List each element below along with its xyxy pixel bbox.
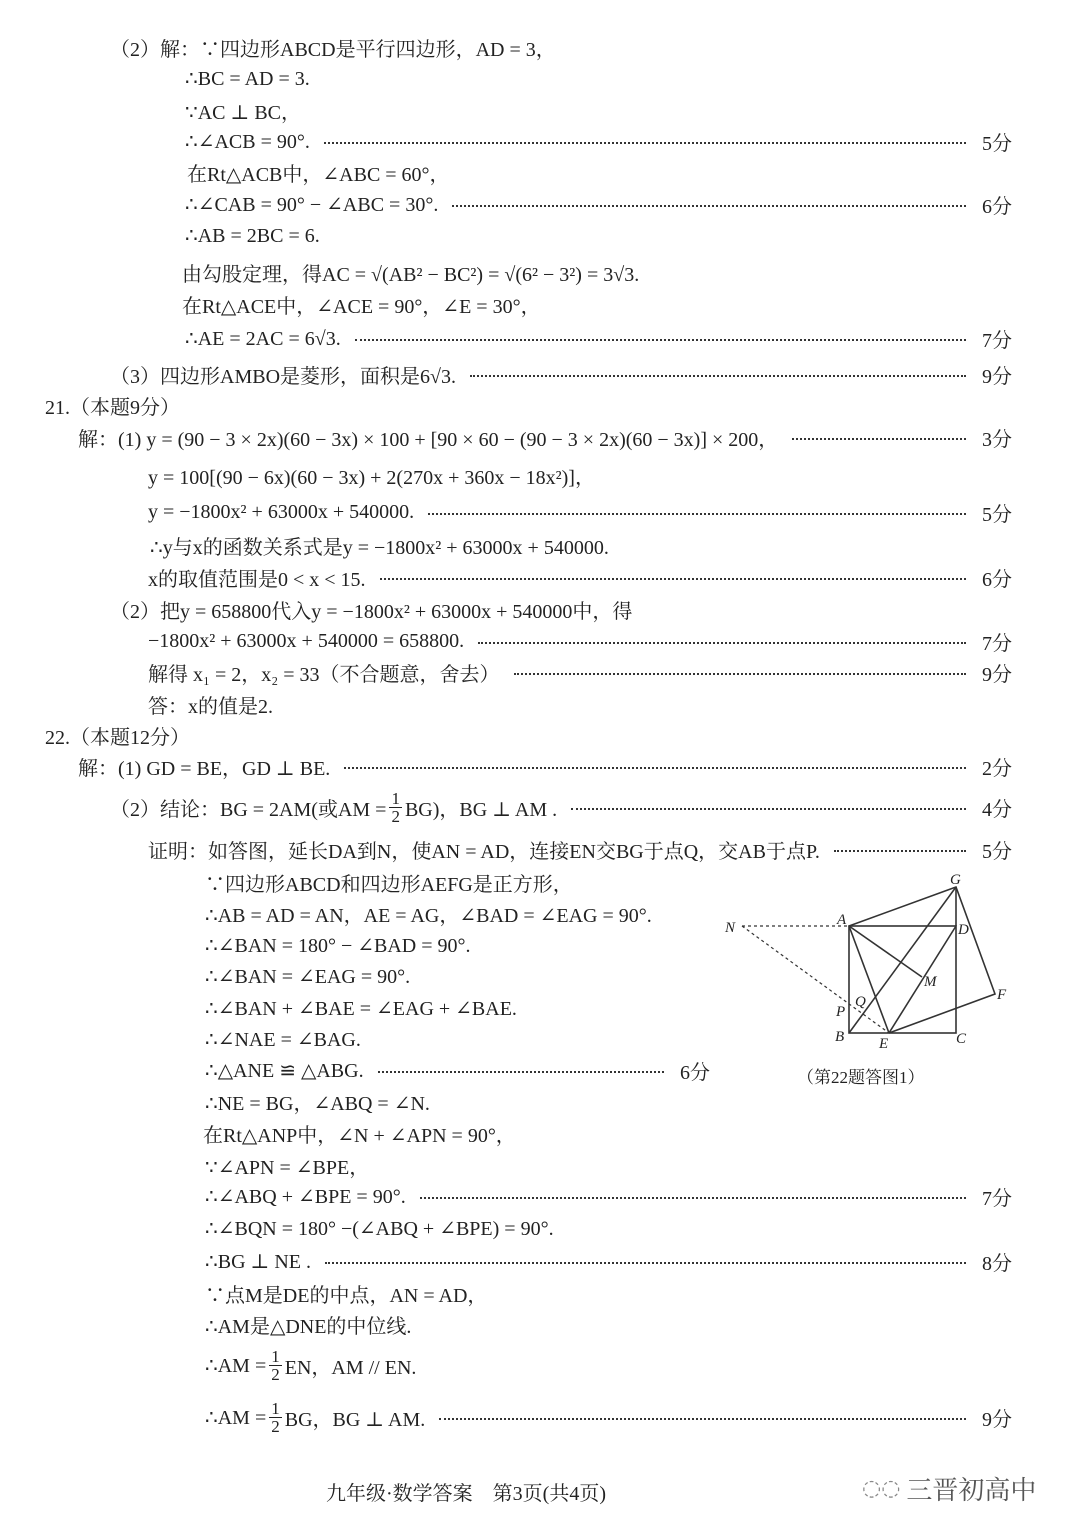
line: [110, 34, 556, 60]
label-b: B: [835, 1029, 845, 1045]
line: [182, 259, 639, 285]
square-aefg-sides: [849, 887, 995, 1033]
line-text: EN，AM // EN.: [284, 1356, 417, 1379]
line-text: ∴∠NAE = ∠BAG.: [205, 1028, 361, 1051]
line-text: ∴AE = 2AC = 6√3.: [185, 327, 341, 350]
dashed-ne: [742, 926, 889, 1033]
line-text: 在Rt△ANP中，∠N + ∠APN = 90°，: [203, 1124, 516, 1147]
line-text: ∴∠BQN = 180° −(∠ABQ + ∠BPE) = 90°.: [205, 1217, 554, 1240]
scored-line: [78, 424, 1012, 450]
watermark: [862, 1470, 1036, 1507]
dot-leader: [571, 808, 966, 810]
scored-line: [148, 628, 1012, 654]
dot-leader: [428, 513, 966, 515]
line-text: ∴AM =: [205, 1354, 267, 1377]
line: [182, 291, 541, 317]
line-text: ∴△ANE ≌ △ABG.: [205, 1059, 364, 1082]
line-text: ∵∠APN = ∠BPE，: [205, 1156, 370, 1179]
score: 6分: [680, 1061, 710, 1084]
scored-line: [205, 1183, 1012, 1209]
dot-leader: [514, 673, 966, 675]
line: [205, 932, 471, 958]
label-n: N: [725, 920, 736, 936]
geometry-figure: [700, 860, 1030, 1060]
line-text: 解：(1) GD = BE，GD ⊥ BE.: [78, 757, 331, 780]
dot-leader: [452, 205, 966, 207]
dot-leader: [344, 767, 966, 769]
line-text: 21.（本题9分）: [45, 396, 180, 419]
scored-line: [185, 325, 1012, 351]
scored-line: [205, 1248, 1012, 1274]
line-text: ∴AB = 2BC = 6.: [185, 224, 320, 247]
question-heading: [45, 392, 180, 418]
line-text: BG)，BG ⊥ AM .: [404, 798, 558, 821]
scored-line: [205, 1395, 1012, 1439]
dot-leader: [420, 1197, 966, 1199]
score: 7分: [982, 329, 1012, 352]
label-c: C: [956, 1031, 967, 1047]
scored-line: [110, 361, 1012, 387]
square-abcd: [849, 926, 956, 1033]
scored-line: [185, 191, 1012, 217]
score: 6分: [982, 195, 1012, 218]
line-text: ∴∠BAN = ∠EAG = 90°.: [205, 965, 411, 988]
dot-leader: [792, 438, 966, 440]
line-text: ∴∠BAN + ∠BAE = ∠EAG + ∠BAE.: [205, 997, 517, 1020]
fraction: [269, 1348, 282, 1383]
label-p: P: [836, 1004, 846, 1020]
line-text: 解：(1) y = (90 − 3 × 2x)(60 − 3x) × 100 + [90 × 60 − (90 − 3 × 2x)(60 − 3x)] × 200，: [78, 428, 779, 451]
line: [205, 1215, 554, 1241]
score: 3分: [982, 428, 1012, 451]
line-text: ∴y与x的函数关系式是y = −1800x² + 63000x + 540000.: [150, 536, 609, 559]
scored-line: [110, 785, 1012, 829]
line: [150, 532, 609, 558]
line-text: 在Rt△ACB中，∠ABC = 60°，: [187, 163, 450, 186]
label-e: E: [879, 1036, 889, 1052]
label-m: M: [924, 974, 937, 990]
wechat-icon: ◌◌: [862, 1476, 901, 1501]
line-text: 解得 x₁ = 2，x₂ = 33（不合题意，舍去）: [148, 663, 500, 686]
line: [205, 1152, 369, 1178]
score: 7分: [982, 632, 1012, 655]
line-text: ∴BG ⊥ NE .: [205, 1250, 311, 1273]
score: 9分: [982, 663, 1012, 686]
line-text: ∴AM =: [205, 1406, 267, 1429]
dot-leader: [470, 375, 966, 377]
scored-line: [148, 564, 1012, 590]
line: [205, 1280, 487, 1306]
fraction: [389, 790, 402, 825]
score: 9分: [982, 365, 1012, 388]
score: 9分: [982, 1408, 1012, 1431]
line-text: ∵四边形ABCD和四边形AEFG是正方形，: [205, 873, 573, 896]
line: [205, 869, 573, 895]
scored-line: [205, 1057, 710, 1083]
line-text: ∵AC ⊥ BC，: [185, 101, 301, 124]
numerator: 1: [271, 1346, 280, 1366]
line-text: 在Rt△ACE中，∠ACE = 90°，∠E = 30°，: [182, 295, 541, 318]
dot-leader: [355, 339, 966, 341]
line-text: ∴AB = AD = AN，AE = AG，∠BAD = ∠EAG = 90°.: [205, 904, 652, 927]
line-text: （2）解：∵四边形ABCD是平行四边形，AD = 3，: [110, 38, 556, 61]
line-text: ∵点M是DE的中点，AN = AD，: [205, 1284, 488, 1307]
line-text: （2）结论：BG = 2AM(或AM =: [110, 798, 387, 821]
denominator: 2: [271, 1364, 280, 1384]
dot-leader: [478, 642, 966, 644]
line-text: 答：x的值是2.: [148, 695, 273, 718]
line-text: （2）把y = 658800代入y = −1800x² + 63000x + 540000中，得: [110, 600, 633, 623]
watermark-text: 三晋初高中: [906, 1476, 1037, 1506]
line: [205, 1343, 416, 1387]
scored-line: [148, 659, 1012, 685]
line-text: ∴NE = BG，∠ABQ = ∠N.: [205, 1092, 430, 1115]
numerator: 1: [391, 788, 400, 808]
line-text: ∴∠BAN = 180° − ∠BAD = 90°.: [205, 934, 471, 957]
line: [185, 222, 320, 248]
scored-line: [185, 128, 1012, 154]
dot-leader: [380, 578, 966, 580]
score: 7分: [982, 1187, 1012, 1210]
page-footer: 九年级·数学答案 第3页(共4页): [326, 1483, 606, 1505]
segment-ed: [889, 926, 956, 1033]
dot-leader: [324, 142, 966, 144]
line: [205, 963, 410, 989]
scored-line: [78, 753, 1012, 779]
dot-leader: [439, 1418, 966, 1420]
dot-leader: [378, 1071, 664, 1073]
line-text: ∴∠ABQ + ∠BPE = 90°.: [205, 1185, 406, 1208]
score: 8分: [982, 1252, 1012, 1275]
fraction: [269, 1400, 282, 1435]
line: [205, 1311, 411, 1337]
line-text: ∴AM是△DNE的中位线.: [205, 1315, 412, 1338]
score: 4分: [982, 798, 1012, 821]
line: [205, 900, 652, 926]
line-text: 22.（本题12分）: [45, 726, 190, 749]
line: [203, 1120, 516, 1146]
dot-leader: [834, 850, 966, 852]
line: [205, 995, 517, 1021]
line-text: y = −1800x² + 63000x + 540000.: [148, 500, 415, 523]
line: [205, 1088, 430, 1114]
line-text: −1800x² + 63000x + 540000 = 658800.: [148, 629, 465, 652]
line-text: ∴∠ACB = 90°.: [185, 130, 310, 153]
score: 5分: [982, 840, 1012, 863]
line-text: y = 100[(90 − 6x)(60 − 3x) + 2(270x + 360x − 18x²)]，: [148, 466, 595, 489]
figure-caption: （第22题答图1）: [797, 1068, 925, 1087]
line-text: 证明：如答图，延长DA到N，使AN = AD，连接EN交BG于点Q，交AB于点P.: [148, 840, 820, 863]
line-text: BG，BG ⊥ AM.: [284, 1408, 426, 1431]
label-d: D: [958, 922, 969, 938]
label-a: A: [837, 912, 847, 928]
score: 5分: [982, 503, 1012, 526]
scored-line: [148, 836, 1012, 862]
line: [110, 596, 632, 622]
denominator: 2: [391, 806, 400, 826]
denominator: 2: [271, 1416, 280, 1436]
line: [148, 462, 595, 488]
line-text: （3）四边形AMBO是菱形，面积是6√3.: [110, 365, 456, 388]
question-heading: [45, 722, 190, 748]
score: 5分: [982, 132, 1012, 155]
label-f: F: [997, 987, 1007, 1003]
segment-am: [849, 926, 922, 977]
score: 6分: [982, 568, 1012, 591]
line-text: x的取值范围是0 < x < 15.: [148, 568, 366, 591]
line: [205, 1026, 361, 1052]
label-g: G: [950, 872, 961, 888]
line: [185, 97, 301, 123]
label-q: Q: [855, 994, 866, 1010]
segment-ae: [849, 926, 889, 1033]
line-text: ∴BC = AD = 3.: [185, 67, 310, 90]
numerator: 1: [271, 1398, 280, 1418]
dot-leader: [325, 1262, 966, 1264]
scored-line: [148, 499, 1012, 525]
line: [148, 691, 273, 717]
line-text: 由勾股定理，得AC = √(AB² − BC²) = √(6² − 3²) = 3√3.: [182, 263, 640, 286]
line: [187, 159, 450, 185]
line-text: ∴∠CAB = 90° − ∠ABC = 30°.: [185, 193, 439, 216]
score: 2分: [982, 757, 1012, 780]
line: [185, 65, 310, 91]
